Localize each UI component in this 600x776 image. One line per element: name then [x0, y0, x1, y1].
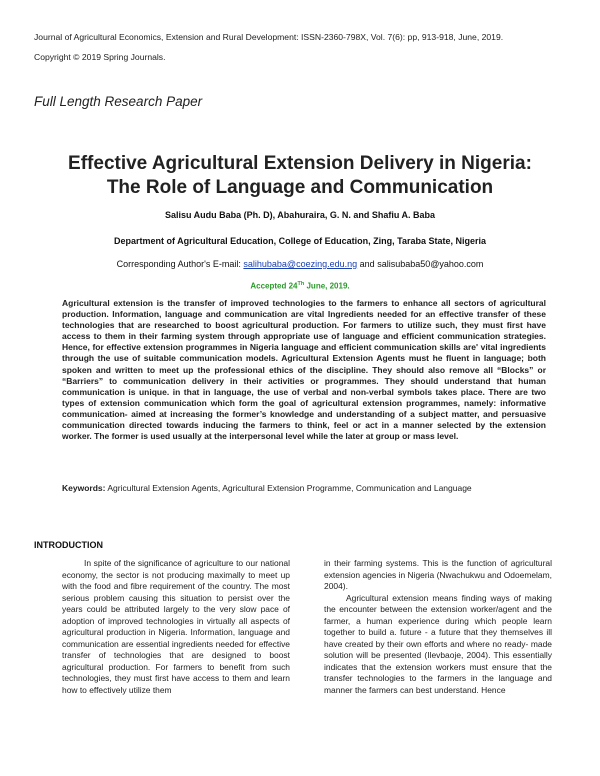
journal-citation: Journal of Agricultural Economics, Extension and Rural Development: ISSN-2360-798X, Vol. 7(6): pp, 913-918, June, 2019.	[34, 32, 504, 42]
abstract-text: Agricultural extension is the transfer of improved technologies to the farmers to enhance all sectors of agricultural production. Information, language and communication are vital Ingredients needed for an effective transfer of these technologies that are researched to boost agricultural production. For farmers to utilize such, they must first have access to them in their farming system through appropriate use of language and efficient communication strategies. Hence, for effective extension programmes in Nigeria language and efficient communication skills are' vital ingredients through the use of suitable communication models. Agricultural Extension Agents must he fluent in language; both spoken and written to meet up the professional ethics of the discipline. They should also remove all “Blocks” or “Barriers” to communication delivery in their activities or programmes. They should understand that human communication is unique. in that in language, the use of verbal and non-verbal symbols takes place. There are two types of extension communication which form the goal of agricultural extension programmes, namely: informative communication- aimed at increasing the former’s knowledge and understanding of a subject matter, and persuasive communication directed towards inducing the farmers to think, feel or act in a manner selected by the extension worker. The former is used usually at the interpersonal level while the later at group or mass level.	[62, 298, 546, 442]
accepted-rest: June, 2019.	[306, 281, 350, 291]
section-heading-introduction: INTRODUCTION	[34, 540, 103, 550]
paper-type-label: Full Length Research Paper	[34, 94, 203, 109]
body-column-left	[62, 558, 290, 696]
body-column-right	[324, 558, 552, 696]
intro-paragraph-1-cont: in their farming systems. This is the function of agricultural extension agencies in Nigeria (Nwachukwu and Odoemelam, 2004).	[324, 558, 552, 591]
accepted-date	[30, 281, 570, 291]
intro-paragraph-1: In spite of the significance of agriculture to our national economy, the sector is not producing maximally to meet up with the food and fibre requirement of the country. The most serious problem causing this situation to persist over the years could be attributed largely to the very slow pace of adoption of improved technologies in virtually all aspects of agricultural production in Nigeria. Information, language and communication are essential ingredients needed for effective transfer of technologies that are designed to boost agricultural production. For farmers to benefit from such technologies, they must first have access to them and learn how to effectively utilize them	[62, 558, 290, 695]
keywords-text: Agricultural Extension Agents, Agricultural Extension Programme, Communication and Language	[107, 483, 472, 493]
corresponding-author	[30, 259, 570, 269]
copyright-notice: Copyright © 2019 Spring Journals.	[34, 52, 166, 62]
affiliation: Department of Agricultural Education, College of Education, Zing, Taraba State, Nigeria	[113, 236, 487, 246]
title-line-1: Effective Agricultural Extension Delivery in Nigeria:	[68, 153, 532, 174]
author-list: Salisu Audu Baba (Ph. D), Abahuraira, G. N. and Shafiu A. Baba	[164, 210, 436, 220]
keywords-label: Keywords:	[62, 483, 106, 493]
keywords	[62, 483, 546, 494]
paper-title	[40, 152, 560, 200]
email-label: Corresponding Author's E-mail:	[116, 259, 241, 269]
accepted-prefix: Accepted 24	[250, 281, 298, 291]
email-2: salisubaba50@yahoo.com	[377, 259, 484, 269]
email-link-1[interactable]: salihubaba@coezing.edu.ng	[243, 259, 358, 269]
title-line-2: The Role of Language and Communication	[106, 177, 494, 198]
accepted-sup: Th	[297, 281, 305, 287]
intro-paragraph-2: Agricultural extension means finding ways of making the encounter between the extension worker/agent and the farmer, a human experience during which people learn together to build a. future - a future that they themselves ill have created by their own efforts and where no ready- made solution will be presented (Ilevbaoje, 2004). This essentially indicates that the extension workers must ensure that the transfer technologies to the farmers in the language and manner the farmers can best understand. Hence	[324, 592, 552, 695]
email-joiner: and	[359, 259, 375, 269]
